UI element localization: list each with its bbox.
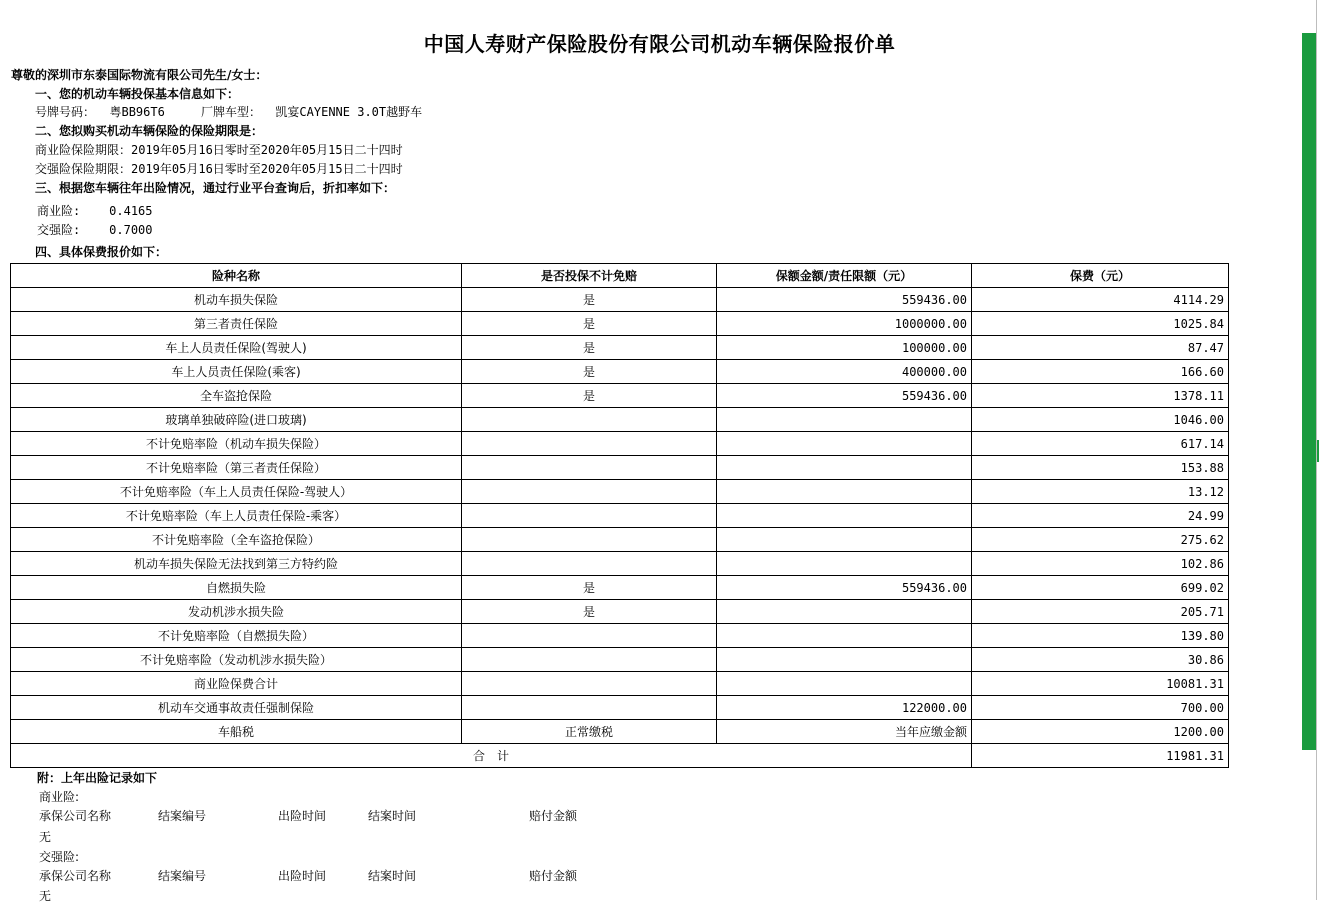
vehicle-info [35, 103, 422, 121]
sum-insured [717, 600, 972, 624]
appendix-col-company-2: 承保公司名称 [39, 869, 112, 883]
coverage-name: 全车盗抢保险 [11, 384, 462, 408]
page-title: 中国人寿财产保险股份有限公司机动车辆保险报价单 [423, 32, 896, 56]
coverage-name: 不计免赔率险（第三者责任保险） [11, 456, 462, 480]
coverage-name: 不计免赔率险（机动车损失保险） [11, 432, 462, 456]
table-row [11, 312, 1229, 336]
header-coverage: 险种名称 [11, 264, 462, 288]
table-row [11, 528, 1229, 552]
sum-insured [717, 552, 972, 576]
header-premium: 保费（元） [972, 264, 1229, 288]
appendix-commercial-value: 无 [39, 830, 52, 844]
coverage-name: 机动车损失保险 [11, 288, 462, 312]
compulsory-rate-value: 0.7000 [109, 223, 153, 237]
compulsory-rate-label: 交强险: [37, 223, 81, 237]
coverage-name: 车上人员责任保险(驾驶人) [11, 336, 462, 360]
coverage-name: 机动车损失保险无法找到第三方特约险 [11, 552, 462, 576]
appendix-col-company: 承保公司名称 [39, 809, 112, 823]
greeting: 尊敬的深圳市东泰国际物流有限公司先生/女士： [11, 68, 268, 82]
premium: 139.80 [972, 624, 1229, 648]
table-row [11, 456, 1229, 480]
premium: 275.62 [972, 528, 1229, 552]
header-sum-insured: 保额金额/责任限额（元） [717, 264, 972, 288]
premium: 30.86 [972, 648, 1229, 672]
total-row [11, 744, 1229, 768]
coverage-name: 不计免赔率险（发动机涉水损失险） [11, 648, 462, 672]
table-row [11, 288, 1229, 312]
appendix-col-case-no-2: 结案编号 [158, 869, 207, 883]
appendix-compulsory-label: 交强险: [39, 850, 80, 864]
sum-insured [717, 504, 972, 528]
sum-insured [717, 408, 972, 432]
table-row [11, 336, 1229, 360]
sum-insured [717, 672, 972, 696]
header-deductible-waiver: 是否投保不计免赔 [462, 264, 717, 288]
coverage-name: 商业险保费合计 [11, 672, 462, 696]
coverage-name: 车上人员责任保险(乘客) [11, 360, 462, 384]
table-row [11, 408, 1229, 432]
sum-insured: 1000000.00 [717, 312, 972, 336]
coverage-name: 发动机涉水损失险 [11, 600, 462, 624]
total-label: 合 计 [11, 744, 972, 768]
premium: 1378.11 [972, 384, 1229, 408]
appendix-heading: 附：上年出险记录如下 [37, 771, 158, 785]
premium: 87.47 [972, 336, 1229, 360]
appendix-col-close-time-2: 结案时间 [368, 869, 417, 883]
appendix-col-amount-2: 赔付金额 [529, 869, 578, 883]
vertical-scrollbar[interactable] [1302, 33, 1316, 750]
compulsory-period: 交强险保险期限：2019年05月16日零时至2020年05月15日二十四时 [35, 162, 403, 176]
sum-insured [717, 624, 972, 648]
deductible-waiver [462, 504, 717, 528]
sum-insured: 559436.00 [717, 288, 972, 312]
deductible-waiver: 是 [462, 576, 717, 600]
appendix-col-case-no: 结案编号 [158, 809, 207, 823]
premium: 617.14 [972, 432, 1229, 456]
sum-insured: 122000.00 [717, 696, 972, 720]
deductible-waiver: 是 [462, 384, 717, 408]
premium: 24.99 [972, 504, 1229, 528]
sum-insured [717, 456, 972, 480]
premium: 205.71 [972, 600, 1229, 624]
premium: 13.12 [972, 480, 1229, 504]
table-row [11, 696, 1229, 720]
premium: 166.60 [972, 360, 1229, 384]
table-header-row [11, 264, 1229, 288]
appendix-col-accident-time: 出险时间 [278, 809, 327, 823]
section3-heading: 三、根据您车辆往年出险情况，通过行业平台查询后，折扣率如下： [35, 181, 396, 195]
sum-insured [717, 528, 972, 552]
coverage-name: 不计免赔率险（车上人员责任保险-驾驶人） [11, 480, 462, 504]
deductible-waiver [462, 432, 717, 456]
appendix-compulsory-value: 无 [39, 889, 52, 903]
sum-insured: 400000.00 [717, 360, 972, 384]
deductible-waiver: 正常缴税 [462, 720, 717, 744]
appendix-col-amount: 赔付金额 [529, 809, 578, 823]
premium: 1200.00 [972, 720, 1229, 744]
table-row [11, 384, 1229, 408]
table-row [11, 504, 1229, 528]
sum-insured [717, 648, 972, 672]
sum-insured [717, 480, 972, 504]
deductible-waiver [462, 408, 717, 432]
commercial-rate-row [37, 202, 153, 220]
sum-insured [717, 432, 972, 456]
premium: 4114.29 [972, 288, 1229, 312]
premium: 102.86 [972, 552, 1229, 576]
premium: 699.02 [972, 576, 1229, 600]
coverage-name: 不计免赔率险（自燃损失险） [11, 624, 462, 648]
sum-insured: 559436.00 [717, 576, 972, 600]
premium: 1046.00 [972, 408, 1229, 432]
model-label: 厂牌车型： [200, 105, 261, 119]
sum-insured: 当年应缴金额 [717, 720, 972, 744]
table-row [11, 720, 1229, 744]
coverage-name: 不计免赔率险（车上人员责任保险-乘客） [11, 504, 462, 528]
section2-heading: 二、您拟购买机动车辆保险的保险期限是： [35, 124, 264, 138]
premium-table [10, 263, 1229, 768]
deductible-waiver: 是 [462, 312, 717, 336]
table-row [11, 360, 1229, 384]
premium: 700.00 [972, 696, 1229, 720]
table-row [11, 576, 1229, 600]
coverage-name: 第三者责任保险 [11, 312, 462, 336]
coverage-name: 自燃损失险 [11, 576, 462, 600]
commercial-rate-value: 0.4165 [109, 204, 153, 218]
plate-label: 号牌号码： [35, 105, 96, 119]
compulsory-rate-row [37, 221, 153, 239]
premium: 10081.31 [972, 672, 1229, 696]
commercial-rate-label: 商业险: [37, 204, 81, 218]
table-row [11, 480, 1229, 504]
model-value: 凯宴CAYENNE 3.0T越野车 [275, 105, 423, 119]
deductible-waiver [462, 648, 717, 672]
table-row [11, 648, 1229, 672]
deductible-waiver [462, 456, 717, 480]
deductible-waiver [462, 624, 717, 648]
premium: 153.88 [972, 456, 1229, 480]
sum-insured: 559436.00 [717, 384, 972, 408]
table-row [11, 552, 1229, 576]
deductible-waiver [462, 696, 717, 720]
deductible-waiver [462, 672, 717, 696]
deductible-waiver: 是 [462, 288, 717, 312]
coverage-name: 不计免赔率险（全车盗抢保险） [11, 528, 462, 552]
commercial-period: 商业险保险期限：2019年05月16日零时至2020年05月15日二十四时 [35, 143, 403, 157]
deductible-waiver [462, 552, 717, 576]
deductible-waiver [462, 480, 717, 504]
deductible-waiver: 是 [462, 336, 717, 360]
deductible-waiver: 是 [462, 360, 717, 384]
deductible-waiver [462, 528, 717, 552]
appendix-col-accident-time-2: 出险时间 [278, 869, 327, 883]
table-row [11, 600, 1229, 624]
table-row [11, 672, 1229, 696]
section4-heading: 四、具体保费报价如下： [35, 245, 168, 259]
plate-value: 粤BB96T6 [109, 105, 165, 119]
coverage-name: 机动车交通事故责任强制保险 [11, 696, 462, 720]
section1-heading: 一、您的机动车辆投保基本信息如下： [35, 87, 240, 101]
appendix-commercial-label: 商业险: [39, 790, 80, 804]
appendix-col-close-time: 结案时间 [368, 809, 417, 823]
table-row [11, 432, 1229, 456]
coverage-name: 车船税 [11, 720, 462, 744]
total-value: 11981.31 [972, 744, 1229, 768]
sum-insured: 100000.00 [717, 336, 972, 360]
table-row [11, 624, 1229, 648]
premium: 1025.84 [972, 312, 1229, 336]
deductible-waiver: 是 [462, 600, 717, 624]
coverage-name: 玻璃单独破碎险(进口玻璃) [11, 408, 462, 432]
